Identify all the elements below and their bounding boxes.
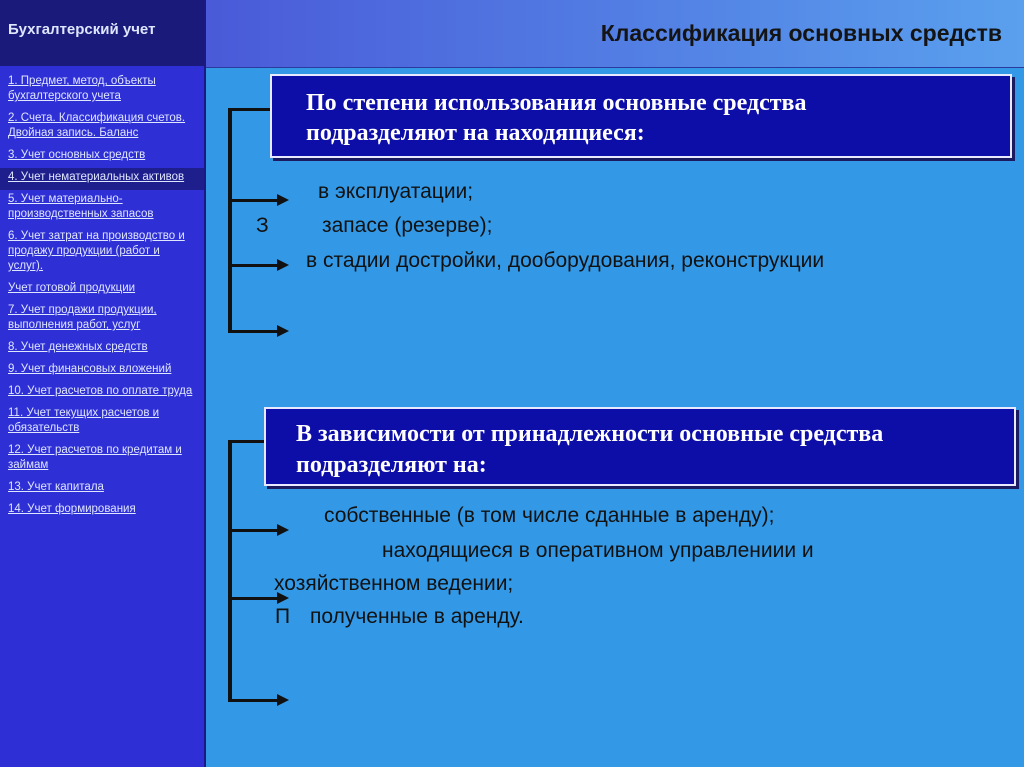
arrow-right-icon <box>277 524 289 536</box>
section1-item2-prefix: З <box>256 214 269 237</box>
section2-heading-line2: подразделяют на: <box>296 452 487 478</box>
sidebar-item-4[interactable]: 4. Учет нематериальных активов <box>0 168 204 190</box>
section2-item2-line2: хозяйственном ведении; <box>274 572 514 595</box>
sidebar-item-11[interactable]: 11. Учет текущих расчетов и обязательств <box>8 407 160 434</box>
section2-bracket <box>228 440 232 702</box>
section2-heading-line1: В зависимости от принадлежности основные средства <box>296 421 884 447</box>
section2-arrow1-line <box>228 529 278 532</box>
sidebar-item-14[interactable]: 14. Учет формирования <box>8 503 136 515</box>
section2-item3-prefix: П <box>275 605 291 628</box>
header-band <box>206 0 1024 68</box>
page-title: Классификация основных средств <box>600 20 1002 46</box>
sidebar-item-6[interactable]: 6. Учет затрат на производство и продажу продукции (работ и услуг). <box>8 230 185 272</box>
sidebar <box>0 0 206 767</box>
sidebar-item-1[interactable]: 1. Предмет, метод, объекты бухгалтерского учета <box>8 75 156 102</box>
section1-heading-line1: По степени использования основные средства <box>306 90 807 116</box>
section1-heading-line2: подразделяют на находящиеся: <box>306 120 645 146</box>
sidebar-item-12[interactable]: 12. Учет расчетов по кредитам и займам <box>8 444 182 471</box>
sidebar-title: Бухгалтерский учет <box>0 0 204 66</box>
section2-item2-line1: находящиеся в оперативном управлениии и <box>382 539 814 562</box>
sidebar-item-9[interactable]: 9. Учет финансовых вложений <box>8 363 172 375</box>
sidebar-item-10[interactable]: 10. Учет расчетов по оплате труда <box>8 385 193 397</box>
arrow-right-icon <box>277 694 289 706</box>
sidebar-item-6b[interactable]: Учет готовой продукции <box>8 282 136 294</box>
sidebar-item-13[interactable]: 13. Учет капитала <box>8 481 104 493</box>
section1-arrow1-line <box>228 199 278 202</box>
section1-arrow3-line <box>228 330 278 333</box>
section1-item3: в стадии достройки, дооборудования, реконструкции <box>306 249 825 272</box>
sidebar-item-7[interactable]: 7. Учет продажи продукции, выполнения работ, услуг <box>8 304 157 331</box>
section1-item2: запасе (резерве); <box>322 214 493 237</box>
section2-heading-box <box>264 407 1016 486</box>
sidebar-item-2[interactable]: 2. Счета. Классификация счетов. Двойная запись. Баланс <box>8 112 186 139</box>
section1-arrow2-line <box>228 264 278 267</box>
arrow-right-icon <box>277 194 289 206</box>
sidebar-list <box>0 66 204 522</box>
arrow-right-icon <box>277 259 289 271</box>
section2-arrow3-line <box>228 699 278 702</box>
section2-item3: полученные в аренду. <box>310 605 524 628</box>
section2-top-connector <box>228 440 264 443</box>
sidebar-item-5[interactable]: 5. Учет материально-производственных запасов <box>8 193 154 220</box>
section1-bracket <box>228 108 232 332</box>
section1-top-connector <box>228 108 270 111</box>
sidebar-item-8[interactable]: 8. Учет денежных средств <box>8 341 148 353</box>
sidebar-item-3[interactable]: 3. Учет основных средств <box>8 149 146 161</box>
section1-item1: в эксплуатации; <box>318 180 474 203</box>
section2-arrow2-line <box>228 597 278 600</box>
arrow-right-icon <box>277 325 289 337</box>
section2-item1: собственные (в том числе сданные в аренду); <box>324 504 775 527</box>
section1-heading-box <box>270 74 1012 158</box>
